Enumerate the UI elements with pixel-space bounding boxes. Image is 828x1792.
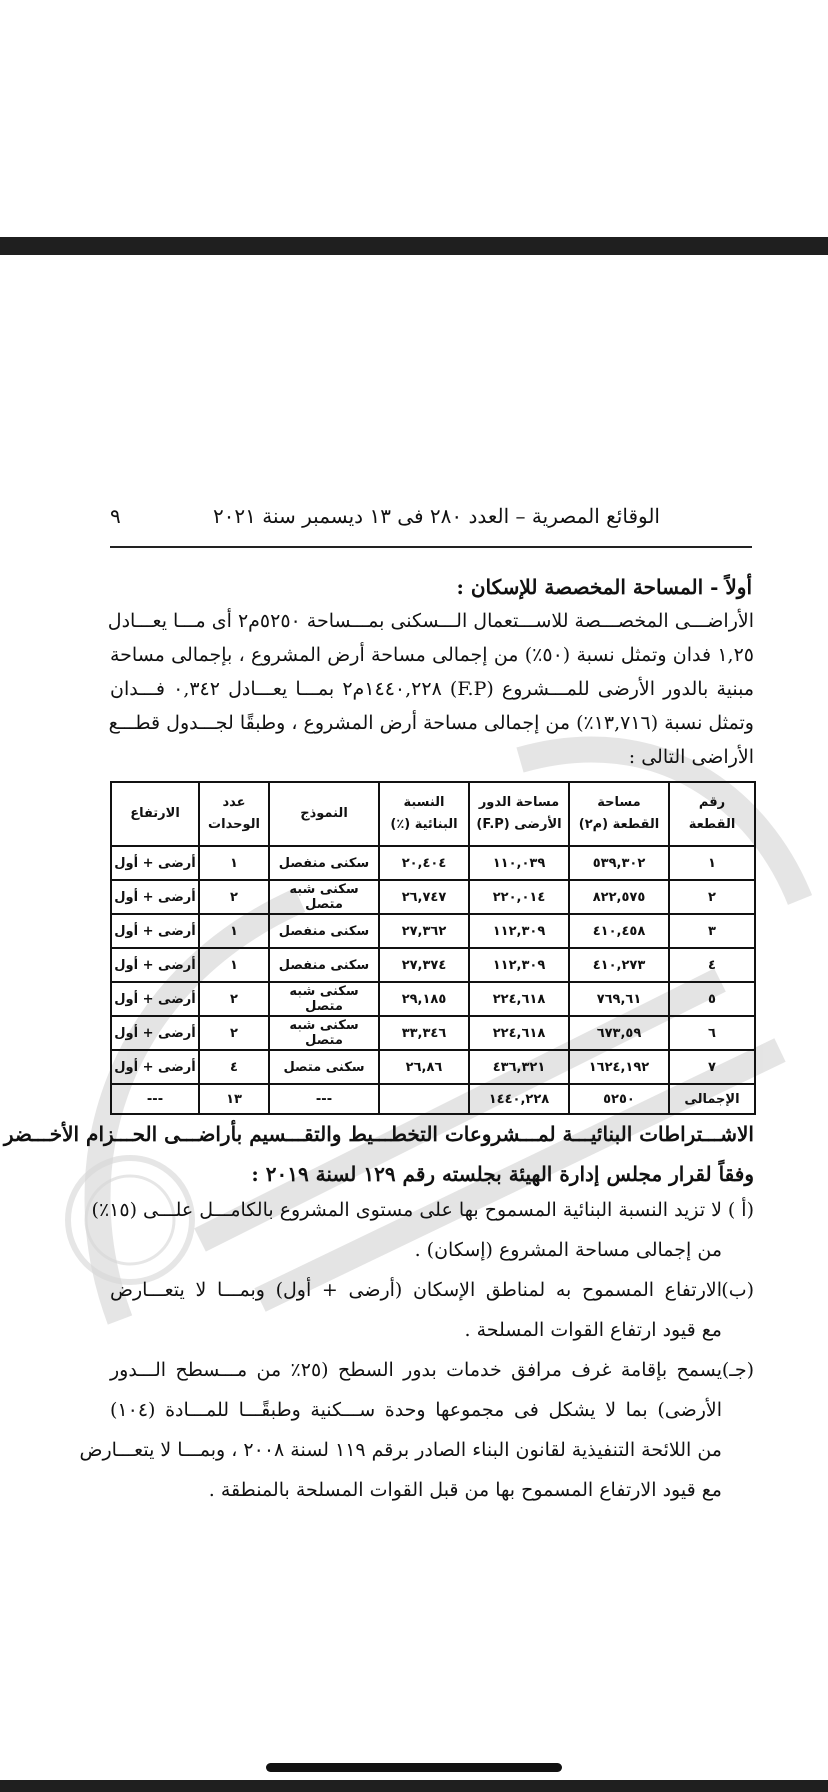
cell-units: ١	[199, 846, 269, 880]
cell-plot-no: ٦	[669, 1016, 755, 1050]
total-ratio	[379, 1084, 469, 1114]
paragraph-line: مبنية بالدور الأرضى للمـــشروع (F.P) ١٤٤٠,٢٢٨م٢ بمـــا يعـــادل ٠,٣٤٢ فـــدان	[110, 678, 755, 700]
table-row	[111, 846, 755, 880]
cell-model: سكنى متصل	[269, 1050, 379, 1084]
header-ratio: النسبة البنائية (٪)	[379, 782, 469, 846]
header-units: عدد الوحدات	[199, 782, 269, 846]
cell-height: أرضى + أول	[111, 948, 199, 982]
gazette-title: الوقائع المصرية – العدد ٢٨٠ فى ١٣ ديسمبر سنة ٢٠٢١	[212, 504, 660, 528]
total-label: الإجمالى	[669, 1084, 755, 1114]
table-row	[111, 914, 755, 948]
list-item	[91, 1190, 754, 1270]
cell-ground-area: ٤٣٦,٣٢١	[469, 1050, 569, 1084]
cell-units: ٢	[199, 880, 269, 914]
cell-height: أرضى + أول	[111, 1050, 199, 1084]
paragraph-line: الأراضـــى المخصـــصة للاســـتعمال الـــسكنى بمـــساحة ٥٢٥٠م٢ أى مـــا يعـــادل	[107, 610, 754, 632]
page-number: ٩	[110, 504, 121, 528]
header-height: الارتفاع	[111, 782, 199, 846]
cell-plot-area: ٧٦٩,٦١	[569, 982, 669, 1016]
cell-plot-area: ٥٣٩,٣٠٢	[569, 846, 669, 880]
section-heading: أولاً - المساحة المخصصة للإسكان :	[456, 575, 752, 599]
item-line: مع قيود الارتفاع المسموح بها من قبل القوات المسلحة بالمنطقة .	[208, 1479, 722, 1501]
item-label: (ب)	[721, 1279, 754, 1301]
cell-height: أرضى + أول	[111, 846, 199, 880]
header-model: النموذج	[269, 782, 379, 846]
table-row	[111, 948, 755, 982]
paragraph-line: وتمثل نسبة (١٣,٧١٦٪) من إجمالى مساحة أرض المشروع ، وطبقًا لجـــدول قطـــع	[108, 712, 754, 734]
total-height: ---	[111, 1084, 199, 1114]
cell-units: ١	[199, 914, 269, 948]
table-row	[111, 1050, 755, 1084]
requirements-list	[79, 1190, 754, 1510]
page-header	[110, 504, 752, 538]
item-label: (أ )	[727, 1199, 754, 1221]
cell-ground-area: ٢٢٤,٦١٨	[469, 982, 569, 1016]
cell-ground-area: ٢٢٠,٠١٤	[469, 880, 569, 914]
list-item	[79, 1350, 754, 1510]
header-ground-area: مساحة الدور الأرضى (F.P)	[469, 782, 569, 846]
table-row	[111, 982, 755, 1016]
cell-height: أرضى + أول	[111, 1016, 199, 1050]
total-plot-area: ٥٢٥٠	[569, 1084, 669, 1114]
cell-model: سكنى شبه متصل	[269, 982, 379, 1016]
cell-ratio: ٢٧,٣٦٢	[379, 914, 469, 948]
item-line: يسمح بإقامة غرف مرافق خدمات بدور السطح (٢٥٪ من مـــسطح الـــدور	[110, 1359, 722, 1381]
item-line: من اللائحة التنفيذية لقانون البناء الصادر برقم ١١٩ لسنة ٢٠٠٨ ، وبمـــا لا يتعـــارض	[79, 1439, 722, 1461]
cell-units: ٤	[199, 1050, 269, 1084]
header-plot-no: رقم القطعة	[669, 782, 755, 846]
cell-ground-area: ٢٢٤,٦١٨	[469, 1016, 569, 1050]
table-row	[111, 880, 755, 914]
cell-units: ٢	[199, 1016, 269, 1050]
cell-ratio: ٢٠,٤٠٤	[379, 846, 469, 880]
cell-plot-area: ٤١٠,٢٧٣	[569, 948, 669, 982]
cell-plot-no: ٤	[669, 948, 755, 982]
cell-height: أرضى + أول	[111, 982, 199, 1016]
requirements-heading-line: الاشـــتراطات البنائيـــة لمـــشروعات التخطـــيط والتقـــسيم بأراضـــى الحـــزام الأخـــضر	[3, 1122, 754, 1146]
top-dark-bar	[0, 237, 828, 255]
table-header-row	[111, 782, 755, 846]
cell-model: سكنى شبه متصل	[269, 1016, 379, 1050]
cell-plot-area: ٤١٠,٤٥٨	[569, 914, 669, 948]
requirements-heading-line: وفقاً لقرار مجلس إدارة الهيئة بجلسته رقم ١٢٩ لسنة ٢٠١٩ :	[251, 1162, 754, 1186]
cell-ratio: ٢٦,٨٦	[379, 1050, 469, 1084]
requirements-heading	[3, 1114, 754, 1194]
cell-plot-area: ٦٧٣,٥٩	[569, 1016, 669, 1050]
list-item	[110, 1270, 754, 1350]
cell-ratio: ٢٩,١٨٥	[379, 982, 469, 1016]
item-label: (جـ)	[721, 1359, 754, 1381]
cell-height: أرضى + أول	[111, 914, 199, 948]
table-row	[111, 1016, 755, 1050]
paragraph-line: الأراضى التالى :	[628, 746, 754, 768]
plots-table	[110, 781, 756, 1115]
cell-ground-area: ١١٢,٣٠٩	[469, 914, 569, 948]
total-ground-area: ١٤٤٠,٢٢٨	[469, 1084, 569, 1114]
home-indicator[interactable]	[266, 1763, 562, 1772]
item-line: من إجمالى مساحة المشروع (إسكان) .	[414, 1239, 722, 1261]
cell-plot-area: ١٦٢٤,١٩٢	[569, 1050, 669, 1084]
header-rule	[110, 546, 752, 548]
paragraph-line: ١,٢٥ فدان وتمثل نسبة (٥٠٪) من إجمالى مساحة أرض المشروع ، بإجمالى مساحة	[110, 644, 754, 666]
cell-units: ٢	[199, 982, 269, 1016]
table-total-row	[111, 1084, 755, 1114]
cell-plot-no: ١	[669, 846, 755, 880]
item-line: الأرضى) بما لا يشكل فى مجموعها وحدة ســـكنية وطبقًـــا للمـــادة (١٠٤)	[110, 1399, 722, 1421]
cell-model: سكنى منفصل	[269, 846, 379, 880]
total-units: ١٣	[199, 1084, 269, 1114]
header-plot-area: مساحة القطعة (م٢)	[569, 782, 669, 846]
cell-ratio: ٣٣,٣٤٦	[379, 1016, 469, 1050]
cell-height: أرضى + أول	[111, 880, 199, 914]
item-line: لا تزيد النسبة البنائية المسموح بها على مستوى المشروع بالكامـــل علـــى (١٥٪)	[91, 1199, 722, 1221]
total-model: ---	[269, 1084, 379, 1114]
item-line: مع قيود ارتفاع القوات المسلحة .	[464, 1319, 722, 1341]
cell-model: سكنى شبه متصل	[269, 880, 379, 914]
cell-units: ١	[199, 948, 269, 982]
cell-ratio: ٢٦,٧٤٧	[379, 880, 469, 914]
cell-model: سكنى منفصل	[269, 914, 379, 948]
cell-ground-area: ١١٠,٠٣٩	[469, 846, 569, 880]
item-line: الارتفاع المسموح به لمناطق الإسكان (أرضى + أول) وبمـــا لا يتعـــارض	[110, 1279, 722, 1301]
cell-plot-no: ٥	[669, 982, 755, 1016]
cell-plot-no: ٧	[669, 1050, 755, 1084]
cell-plot-no: ٣	[669, 914, 755, 948]
cell-ground-area: ١١٢,٣٠٩	[469, 948, 569, 982]
cell-ratio: ٢٧,٣٧٤	[379, 948, 469, 982]
housing-paragraph	[107, 604, 755, 774]
cell-model: سكنى منفصل	[269, 948, 379, 982]
bottom-dark-bar	[0, 1780, 828, 1792]
cell-plot-area: ٨٢٢,٥٧٥	[569, 880, 669, 914]
cell-plot-no: ٢	[669, 880, 755, 914]
